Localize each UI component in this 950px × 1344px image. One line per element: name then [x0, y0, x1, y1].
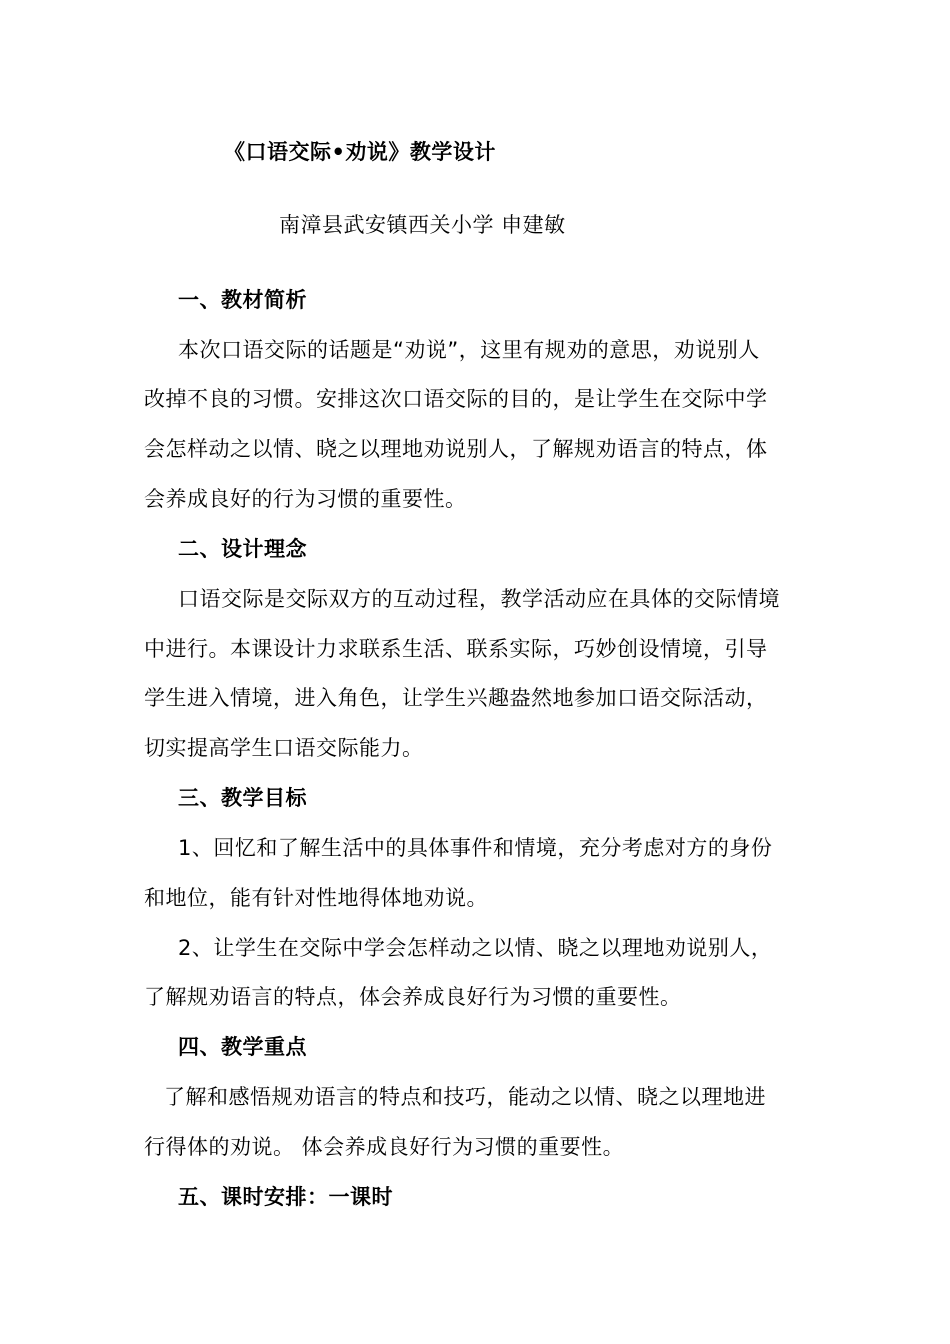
- paragraph-line: 了解规劝语言的特点，体会养成良好行为习惯的重要性。: [144, 985, 682, 1009]
- paragraph-line: 2、让学生在交际中学会怎样动之以情、晓之以理地劝说别人，: [178, 936, 773, 960]
- paragraph-line: 了解和感悟规劝语言的特点和技巧，能动之以情、晓之以理地进: [164, 1085, 766, 1109]
- paragraph-line: 口语交际是交际双方的互动过程，教学活动应在具体的交际情境: [178, 587, 780, 611]
- section-heading-4: 四、教学重点: [178, 1035, 307, 1059]
- author-line: 南漳县武安镇西关小学 申建敏: [279, 213, 566, 237]
- paragraph-line: 中进行。本课设计力求联系生活、联系实际，巧妙创设情境，引导: [144, 637, 768, 661]
- paragraph-line: 改掉不良的习惯。安排这次口语交际的目的，是让学生在交际中学: [144, 387, 768, 411]
- section-heading-1: 一、教材简析: [178, 288, 307, 312]
- paragraph-line: 学生进入情境，进入角色，让学生兴趣盎然地参加口语交际活动，: [144, 686, 768, 710]
- paragraph-line: 本次口语交际的话题是“劝说”，这里有规劝的意思，劝说别人: [178, 338, 760, 362]
- paragraph-line: 行得体的劝说。 体会养成良好行为习惯的重要性。: [144, 1135, 625, 1159]
- page-title: 《口语交际•劝说》教学设计: [224, 140, 496, 164]
- section-heading-3: 三、教学目标: [178, 786, 307, 810]
- section-heading-2: 二、设计理念: [178, 537, 307, 561]
- paragraph-line: 会怎样动之以情、晓之以理地劝说别人，了解规劝语言的特点，体: [144, 437, 768, 461]
- section-heading-5: 五、课时安排：一课时: [178, 1185, 393, 1209]
- paragraph-line: 会养成良好的行为习惯的重要性。: [144, 487, 467, 511]
- paragraph-line: 1、回忆和了解生活中的具体事件和情境，充分考虑对方的身份: [178, 836, 773, 860]
- paragraph-line: 切实提高学生口语交际能力。: [144, 736, 424, 760]
- paragraph-line: 和地位，能有针对性地得体地劝说。: [144, 886, 488, 910]
